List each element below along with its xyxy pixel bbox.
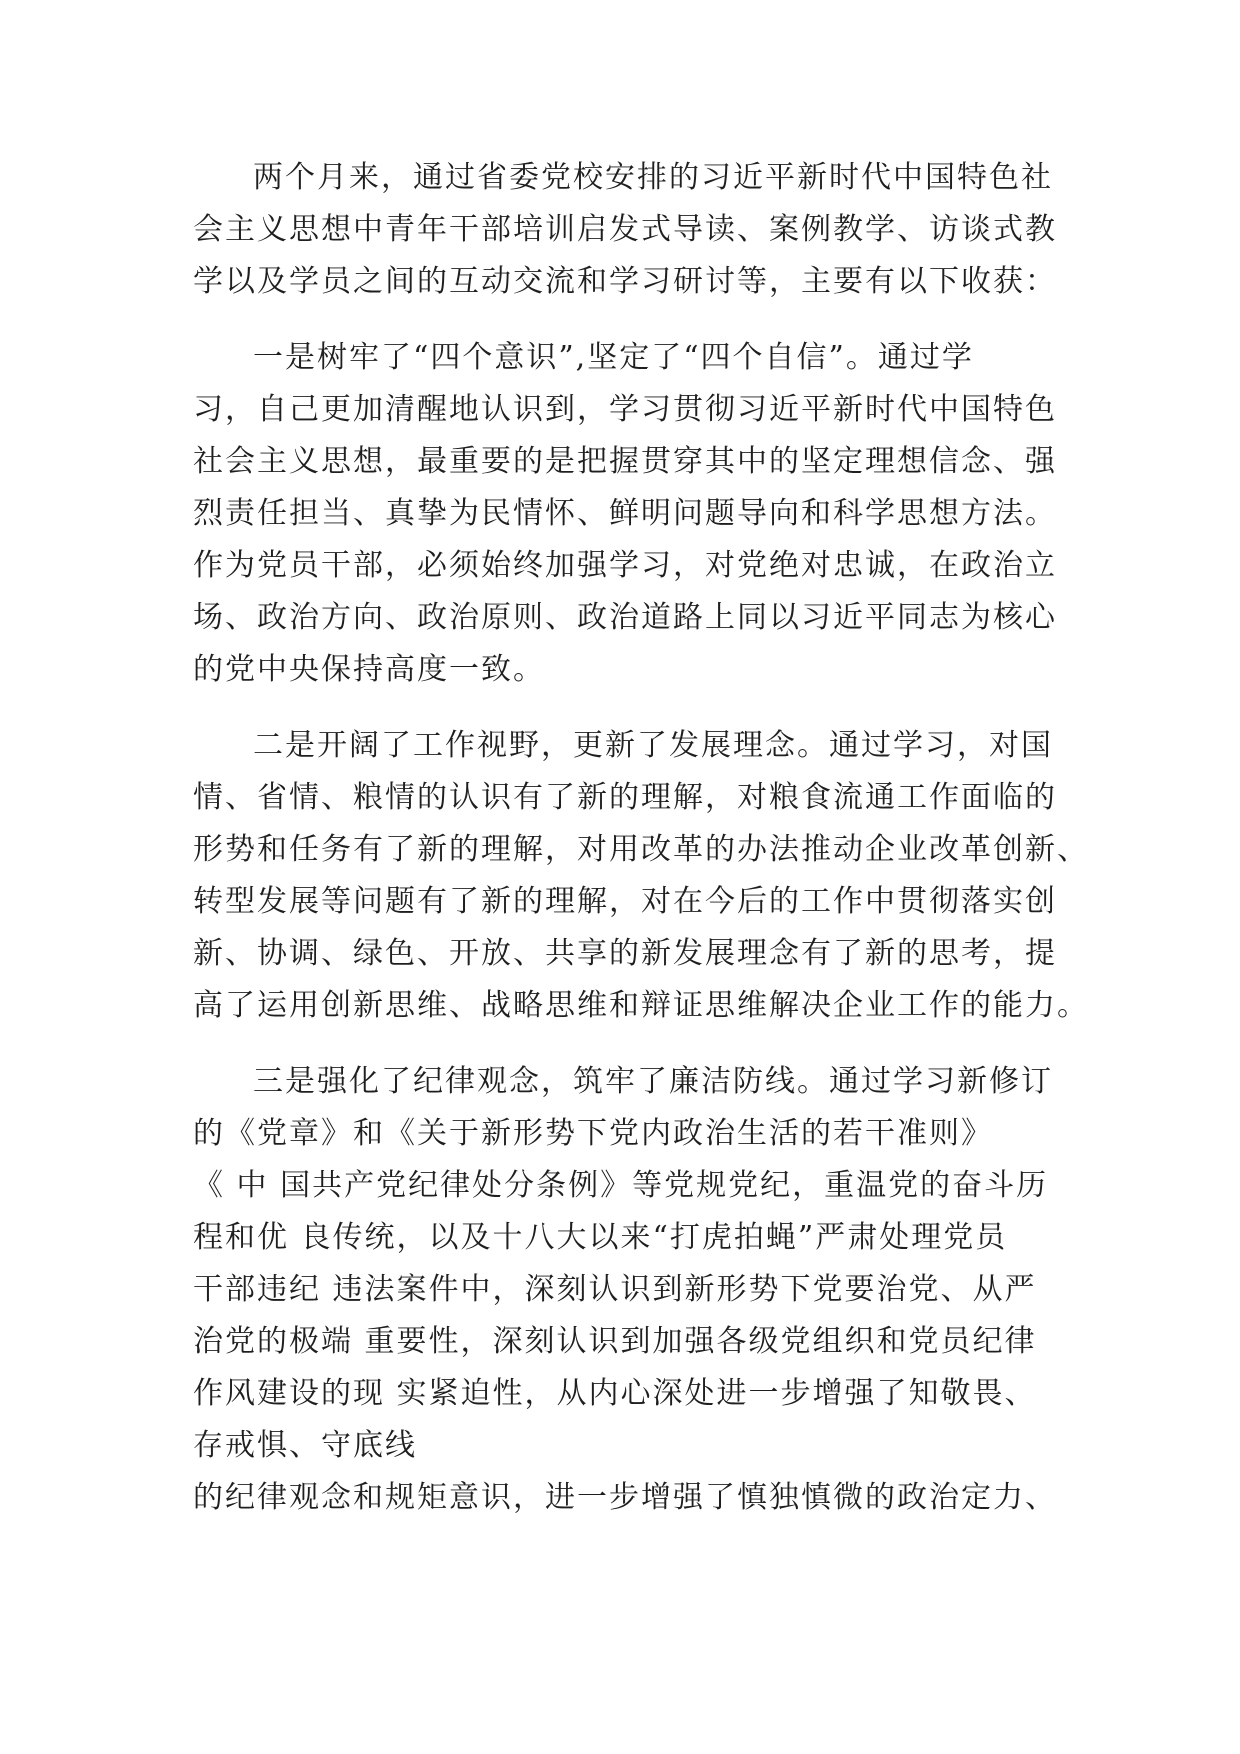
paragraph-line: 作风建设的现 实紧迫性，从内心深处进一步增强了知敬畏、: [193, 1376, 1037, 1411]
paragraph-line: 转型发展等问题有了新的理解，对在今后的工作中贯彻落实创: [193, 884, 1057, 919]
paragraph-line: 新、协调、绿色、开放、共享的新发展理念有了新的思考，提: [193, 936, 1057, 971]
paragraph-line: 《 中 国共产党纪律处分条例》等党规党纪，重温党的奋斗历: [193, 1168, 1049, 1203]
paragraph-line: 干部违纪 违法案件中，深刻认识到新形势下党要治党、从严: [193, 1272, 1037, 1307]
paragraph-line: 高了运用创新思维、战略思维和辩证思维解决企业工作的能力。: [193, 988, 1089, 1023]
paragraph-line: 习，自己更加清醒地认识到，学习贯彻习近平新时代中国特色: [193, 392, 1057, 427]
paragraph: [193, 152, 1073, 308]
paragraph-line: 存戒惧、守底线: [193, 1428, 417, 1463]
paragraph-spacer: [193, 1032, 1073, 1056]
paragraph-line: 情、省情、粮情的认识有了新的理解，对粮食流通工作面临的: [193, 780, 1057, 815]
paragraph-line: 作为党员干部，必须始终加强学习，对党绝对忠诚，在政治立: [193, 548, 1057, 583]
paragraph-spacer: [193, 696, 1073, 720]
paragraph-line: 三是强化了纪律观念，筑牢了廉洁防线。通过学习新修订: [253, 1064, 1053, 1099]
paragraph-line: 形势和任务有了新的理解，对用改革的办法推动企业改革创新、: [193, 832, 1089, 867]
paragraph-line: 程和优 良传统，以及十八大以来“打虎拍蝇”严肃处理党员: [193, 1220, 1008, 1255]
paragraph-line: 社会主义思想，最重要的是把握贯穿其中的坚定理想信念、强: [193, 444, 1057, 479]
paragraph: [193, 1056, 1073, 1524]
paragraph-line: 场、政治方向、政治原则、政治道路上同以习近平同志为核心: [193, 600, 1057, 635]
paragraph: [193, 332, 1073, 696]
paragraph-line: 学以及学员之间的互动交流和学习研讨等，主要有以下收获：: [193, 264, 1057, 299]
paragraph-line: 二是开阔了工作视野，更新了发展理念。通过学习，对国: [253, 728, 1053, 763]
document-body: [193, 152, 1089, 1524]
paragraph-line: 两个月来，通过省委党校安排的习近平新时代中国特色社: [253, 160, 1053, 195]
paragraph: [193, 720, 1089, 1032]
paragraph-line: 治党的极端 重要性，深刻认识到加强各级党组织和党员纪律: [193, 1324, 1037, 1359]
paragraph-line: 的《党章》和《关于新形势下党内政治生活的若干准则》: [193, 1116, 993, 1151]
paragraph-line: 的纪律观念和规矩意识，进一步增强了慎独慎微的政治定力、: [193, 1480, 1057, 1515]
paragraph-spacer: [193, 308, 1073, 332]
paragraph-line: 的党中央保持高度一致。: [193, 652, 545, 687]
paragraph-line: 一是树牢了“四个意识”,坚定了“四个自信”。通过学: [253, 340, 974, 375]
paragraph-line: 烈责任担当、真挚为民情怀、鲜明问题导向和科学思想方法。: [193, 496, 1057, 531]
paragraph-line: 会主义思想中青年干部培训启发式导读、案例教学、访谈式教: [193, 212, 1057, 247]
